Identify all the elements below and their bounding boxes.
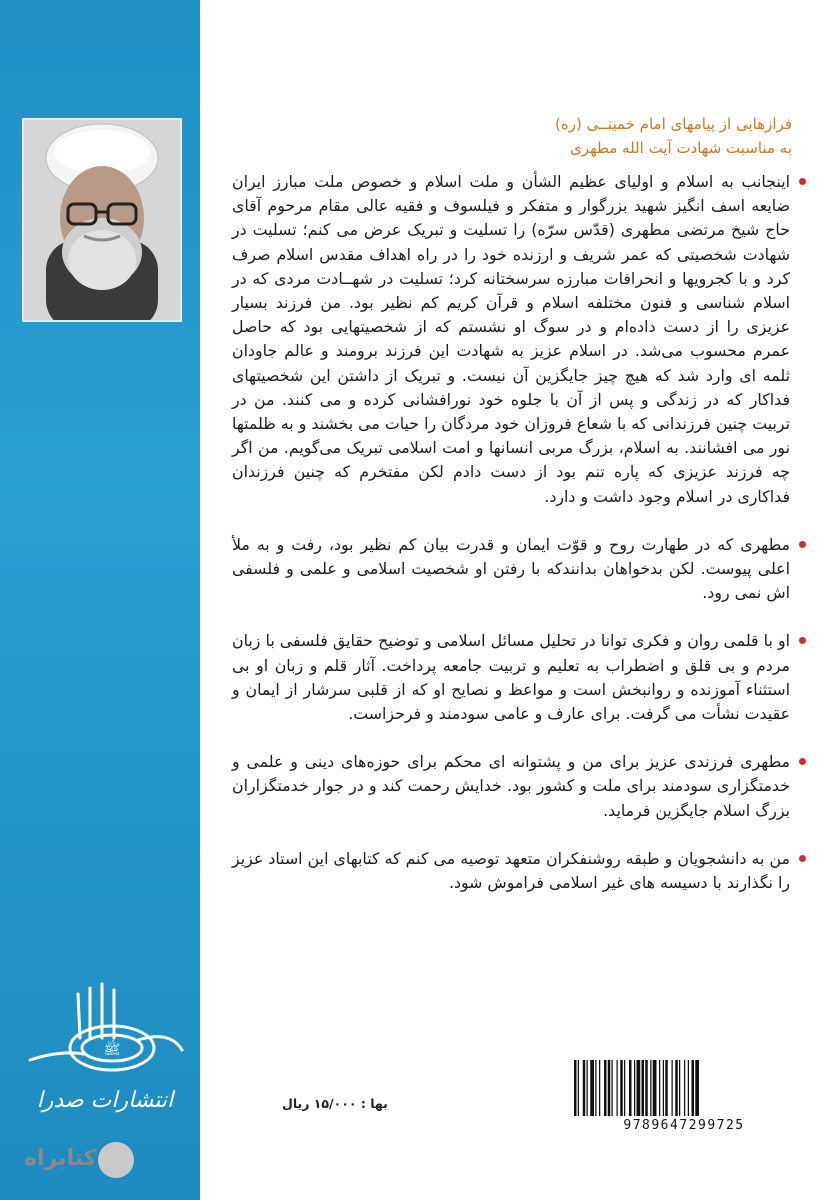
barcode-bar <box>679 1060 680 1116</box>
blue-sidebar <box>0 0 200 1200</box>
price-caption: بها : <box>360 1096 388 1111</box>
isbn-barcode <box>566 1056 802 1136</box>
barcode-bar <box>663 1060 664 1116</box>
paragraph-text: مطهری فرزندی عزیز برای من و پشتوانه ای محکم برای حوزه‌های دینی و علمی و خدمتگزاری سودمند برای ملت و کشور بود. خدایش رحمت کند و در جوار خدمتگزاران بزرگ اسلام جایگزین فرماید. <box>232 752 790 820</box>
ketabrah-watermark <box>14 1140 134 1180</box>
header-line-1: فرازهایی از پیامهای امام خمینــی (ره) <box>555 115 792 133</box>
barcode-bar <box>587 1060 588 1116</box>
price-value: ۱۵/۰۰۰ ریال <box>282 1096 357 1111</box>
barcode-bar <box>675 1060 678 1116</box>
barcode-bar <box>688 1060 689 1116</box>
barcode-bar <box>617 1060 618 1116</box>
header-line-2: به مناسبت شهادت آیت الله مطهری <box>570 139 792 157</box>
quote-paragraph <box>232 750 802 823</box>
publisher-name: انتشارات صدرا <box>36 1088 174 1113</box>
barcode-bar <box>659 1060 660 1116</box>
barcode-bar <box>684 1060 685 1116</box>
quote-paragraph <box>232 170 802 509</box>
quote-header <box>240 112 792 160</box>
barcode-bar <box>645 1060 648 1116</box>
paragraph-text: او با قلمی روان و فکری توانا در تحلیل مسائل اسلامی و توضیح حقایق فلسفی با زبان مردم و بی قلق و اضطراب به تعلیم و تربیت جامعه پرداخت. آثار قلم و زبان او بی استثناء آموزنده و روانبخش است و مواعظ و نصایح او که از قلبی سرشار از ایمان و عقیدت نشأت می گرفت. برای عارف و عامی سودمند و فرحزاست. <box>232 631 790 724</box>
barcode-bar <box>612 1060 613 1116</box>
book-icon <box>98 1142 134 1178</box>
quote-paragraph <box>232 629 802 726</box>
barcode-bar <box>608 1060 611 1116</box>
author-portrait <box>22 118 182 322</box>
bullet-icon <box>799 637 806 644</box>
barcode-bar <box>620 1060 623 1116</box>
bullet-icon <box>799 855 806 862</box>
barcode-bar <box>629 1060 632 1116</box>
barcode-bar <box>634 1060 635 1116</box>
paragraph-text: من به دانشجویان و طبقه روشنفکران متعهد توصیه می کنم که کتابهای این استاد عزیز را نگذارند با دسیسه های غیر اسلامی فراموش شود. <box>232 848 790 893</box>
bullet-icon <box>799 758 806 765</box>
barcode-bar <box>672 1060 673 1116</box>
barcode-bar <box>650 1060 651 1116</box>
quote-paragraph <box>232 533 802 606</box>
paragraph-text: مطهری که در طهارت روح و قوّت ایمان و قدرت بیان کم نظیر بود، رفت و به ملأ اعلی پیوست. لکن بدخواهان بدانندکه با رفتن او شخصیت اسلامی و علمی و فلسفی اش نمی رود. <box>232 534 790 603</box>
portrait-image <box>24 120 180 320</box>
watermark-text: کتابراه <box>24 1146 97 1171</box>
barcode-bar <box>642 1060 645 1116</box>
barcode-bar <box>599 1060 600 1116</box>
barcode-bar <box>653 1060 657 1116</box>
barcode-bar <box>595 1060 596 1116</box>
barcode-bars <box>574 1060 794 1116</box>
barcode-bar <box>578 1060 579 1116</box>
barcode-bar <box>637 1060 641 1116</box>
publisher-logo <box>20 980 190 1120</box>
barcode-bar <box>692 1060 695 1116</box>
isbn-number: 9789647299725 <box>623 1118 745 1133</box>
calligraphy-emblem-icon <box>20 980 190 1090</box>
barcode-bar <box>604 1060 607 1116</box>
quote-paragraph <box>232 847 802 895</box>
barcode-bar <box>574 1060 577 1116</box>
bullet-icon <box>799 178 806 185</box>
barcode-bar <box>624 1060 625 1116</box>
paragraph-text: اینجانب به اسلام و اولیای عظیم الشأن و ملت اسلام و خصوص ملت مبارز ایران ضایعه اسف انگیز شهید بزرگوار و متفکر و فیلسوف و فقیه عالی مقام مرحوم آقای حاج شیخ مرتضی مطهری (قدّس سرّه) را تسلیت و تبریک عرض می کنم؛ تسلیت در شهادت شخصیتی که عمر شریف و ارزنده خود را در راه اهداف مقدس اسلام صرف کرد و با کجرویها و انحرافات مبارزه سرسختانه کرد؛ تسلیت در شهــادت مردی که در اسلام شناسی و فنون مختلفه اسلام و قرآن کریم کم نظیر بود. من فرزند بسیار عزیزی را از دست داده‌ام و در سوگ او نشستم که از شخصیتهایی بود که حاصل عمرم محسوب می‌شد. در اسلام عزیز به شهادت این فرزند برومند و عالم جاودان ثلمه ای وارد شد که هیچ چیز جایگزین آن نیست. و تبریک از داشتن این شخصیتهای فداکار که در زندگی و پس از آن با جلوه خود نورافشانی کرده و می کنند. من در تربیت چنین فرزندانی که با شعاع فروزان خود مردگان را حیات می بخشند و به ظلمتها نور می افشانند. به اسلام، بزرگ مربی انسانها و امت اسلامی تبریک می‌گویم. من اگر چه فرزند عزیزی که پاره تنم بود از دست دادم لکن مفتخرم که چنین فرزندان فداکاری در اسلام وجود داشت و دارد. <box>232 172 790 506</box>
bullet-icon <box>799 541 806 548</box>
svg-text:ﷺ: ﷺ <box>103 1042 121 1058</box>
price-label <box>282 1096 388 1111</box>
barcode-bar <box>695 1060 699 1116</box>
barcode-bar <box>583 1060 586 1116</box>
barcode-bar <box>590 1060 594 1116</box>
barcode-bar <box>665 1060 668 1116</box>
quotes-body <box>232 170 802 919</box>
